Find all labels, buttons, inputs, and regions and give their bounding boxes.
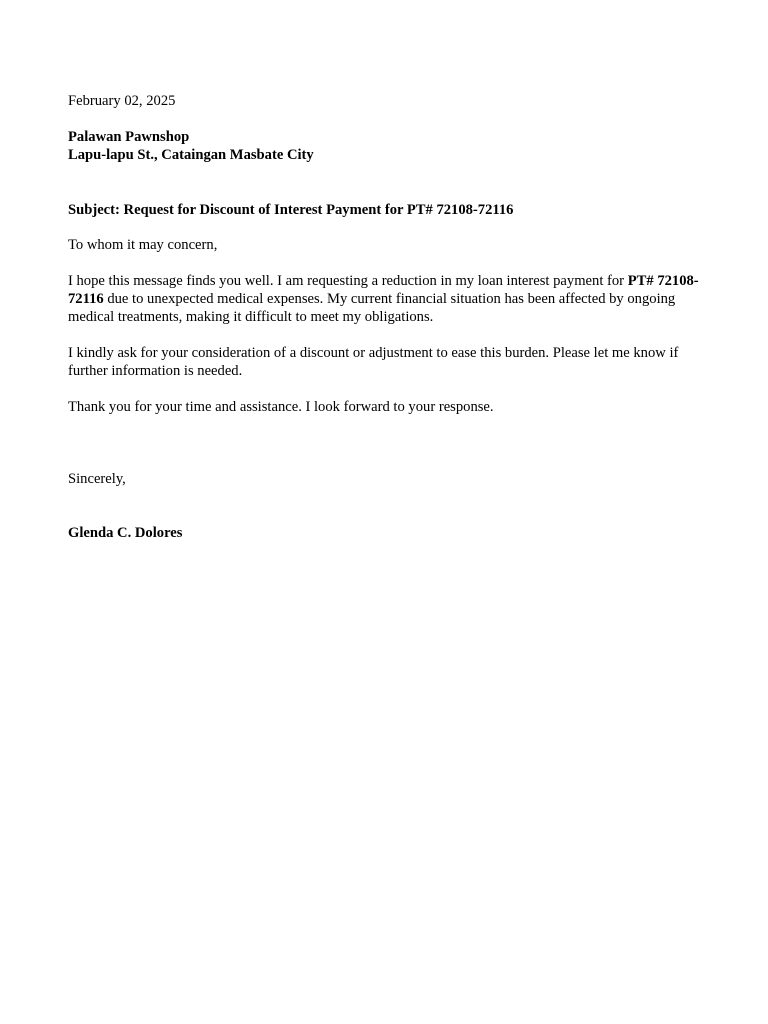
letter-salutation: To whom it may concern, [68,237,218,253]
paragraph-1-text-end: due to unexpected medical expenses. My current financial situation has been affected by ongoing medical treatments, making it difficult to meet my obligations. [68,291,676,325]
recipient-name: Palawan Pawnshop [68,129,190,145]
reference-number: 72108-72116 [68,273,699,307]
signature-name: Glenda C. Dolores [68,525,183,541]
reference-number-prefix: PT# [627,273,654,289]
letter-closing: Sincerely, [68,471,126,487]
paragraph-1-text-start: I hope this message finds you well. I am requesting a reduction in my loan interest payment for [68,273,628,289]
body-paragraph-3: Thank you for your time and assistance. I look forward to your response. [68,399,494,415]
body-paragraph-2: I kindly ask for your consideration of a discount or adjustment to ease this burden. Please let me know if further information is needed. [68,345,679,379]
letter-subject: Subject: Request for Discount of Interest Payment for PT# 72108-72116 [68,202,514,218]
recipient-address: Lapu-lapu St., Cataingan Masbate City [68,147,314,163]
letter-date: February 02, 2025 [68,93,176,109]
body-paragraph-1 [68,272,708,326]
